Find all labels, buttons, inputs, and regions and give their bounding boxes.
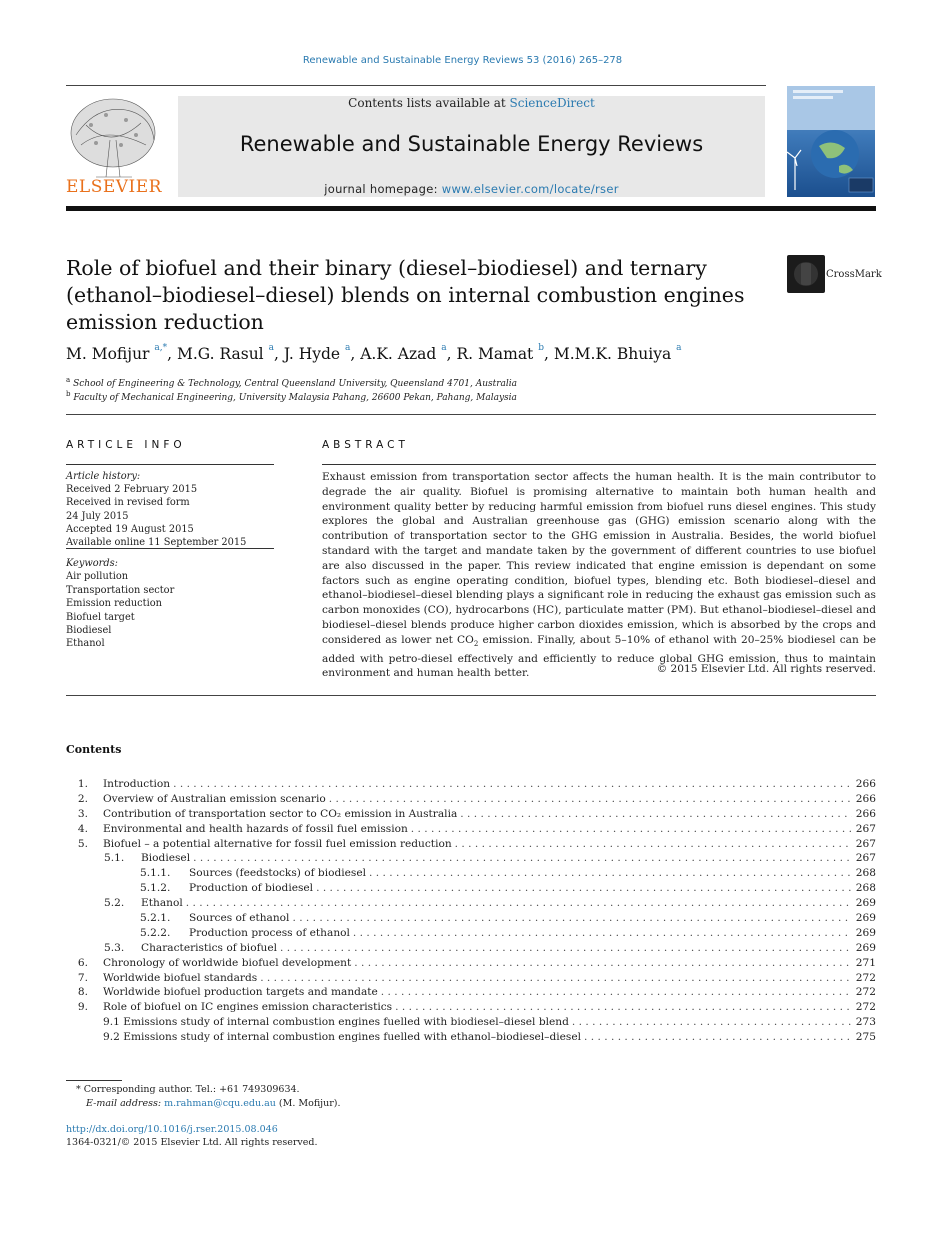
history-item: Available online 11 September 2015 <box>66 537 247 549</box>
toc-leader-dots <box>280 941 852 956</box>
author[interactable] <box>360 345 446 363</box>
sciencedirect-link[interactable]: ScienceDirect <box>509 96 595 110</box>
toc-page-number: 272 <box>855 1001 876 1014</box>
header-thick-rule <box>66 206 876 211</box>
abstract-part-1: Exhaust emission from transportation sector affects the human health. It is the main contributor to degrade the air quality. Biofuel is promising alternative to maintain both human health and environment quality better by reducing harmful emission from biofuel runs diesel engines. This study explores the global and Australian greenhouse gas (GHG) emission scenario along with the contribution of transportation sector to the GHG emission in Australia. Besides, the world biofuel standard with the target and mandate taken by the government of different countries to use biofuel are also discussed in the paper. This review indicated that engine emission is dependant on some factors such as engine operating condition, biofuel types, blending etc. Both biodiesel–diesel and ethanol–biodiesel–diesel blending plays a significant role in reducing the exhaust gas emission such as carbon monoxides (CO), hydrocarbons (HC), particulate matter (PM). But ethanol–biodiesel–diesel and biodiesel–diesel blends produce higher carbon dioxides emission, which is absorbed by the crops and considered as lower net CO <box>322 471 876 646</box>
author-separator: , <box>350 345 361 363</box>
toc-title: Sources of ethanol <box>189 912 290 925</box>
crossmark-label: CrossMark <box>826 269 882 280</box>
corresponding-author-note: * Corresponding author. Tel.: +61 749309634. <box>76 1084 300 1095</box>
author[interactable] <box>554 345 682 363</box>
toc-leader-dots <box>369 866 852 881</box>
toc-title: Contribution of transportation sector to CO₂ emission in Australia <box>103 807 458 820</box>
toc-page-number: 268 <box>855 882 876 895</box>
toc-page-number: 266 <box>855 792 876 805</box>
toc-number: 5.2. <box>104 897 125 910</box>
toc-entry[interactable] <box>66 1015 876 1030</box>
keyword: Emission reduction <box>66 598 162 610</box>
elsevier-wordmark: ELSEVIER <box>66 177 162 197</box>
toc-entry[interactable] <box>66 807 876 822</box>
author-affiliation-marker[interactable]: a,* <box>154 343 168 353</box>
header-rule <box>66 85 766 86</box>
toc-title: Sources (feedstocks) of biodiesel <box>189 867 367 880</box>
cover-globe-icon <box>787 86 875 197</box>
article-title: Role of biofuel and their binary (diesel–biodiesel) and ternary (ethanol–biodiesel–diesel) blends on internal combustion engines emission reduction <box>66 256 745 334</box>
toc-page-number: 267 <box>855 822 876 835</box>
issn-copyright: 1364-0321/© 2015 Elsevier Ltd. All rights reserved. <box>66 1137 318 1148</box>
toc-leader-dots <box>572 1015 852 1030</box>
affiliation-a <box>66 376 517 389</box>
author-affiliation-marker[interactable]: a <box>676 343 682 353</box>
article-history <box>66 470 274 549</box>
title-rule <box>66 414 876 415</box>
homepage-prefix: journal homepage: <box>324 182 442 196</box>
toc-leader-dots <box>354 956 852 971</box>
toc-page-number: 267 <box>855 837 876 850</box>
toc-number: 4. <box>77 822 88 835</box>
email-suffix: (M. Mofijur). <box>275 1098 341 1109</box>
toc-entry[interactable] <box>66 837 876 852</box>
author[interactable] <box>177 345 274 363</box>
author-separator: , <box>446 345 457 363</box>
keywords <box>66 557 274 651</box>
toc-title: Biofuel – a potential alternative for fossil fuel emission reduction <box>103 837 452 850</box>
toc-page-number: 272 <box>855 986 876 999</box>
toc-entry[interactable] <box>66 881 876 896</box>
toc-title: 9.2 Emissions study of internal combustion engines fuelled with ethanol–biodiesel–diesel <box>103 1031 582 1044</box>
abstract-heading: ABSTRACT <box>322 439 409 451</box>
author-affiliation-marker[interactable]: a <box>441 343 447 353</box>
toc-entry[interactable] <box>66 985 876 1000</box>
history-item: Received in revised form <box>66 497 190 509</box>
toc-number: 5.3. <box>104 941 125 954</box>
toc-title: Environmental and health hazards of fossil fuel emission <box>103 822 408 835</box>
journal-citation[interactable]: Renewable and Sustainable Energy Reviews 53 (2016) 265–278 <box>302 55 623 66</box>
history-item: Accepted 19 August 2015 <box>66 523 194 535</box>
author-name: J. Hyde <box>283 345 341 363</box>
toc-leader-dots <box>329 792 852 807</box>
contents-heading: Contents <box>66 743 122 756</box>
toc-page-number: 269 <box>855 926 876 939</box>
author[interactable] <box>66 345 167 363</box>
toc-leader-dots <box>260 971 852 986</box>
affiliation-b-marker: b <box>66 390 71 398</box>
toc-leader-dots <box>193 851 852 866</box>
toc-leader-dots <box>316 881 852 896</box>
crossmark-badge[interactable] <box>787 255 882 293</box>
history-rule <box>66 548 274 549</box>
toc-number: 5.2.2. <box>140 926 171 939</box>
author[interactable] <box>284 345 351 363</box>
history-label: Article history: <box>66 471 141 482</box>
toc-page-number: 275 <box>855 1031 876 1044</box>
toc-page-number: 267 <box>855 852 876 865</box>
toc-leader-dots <box>584 1030 852 1045</box>
keyword: Ethanol <box>66 638 105 650</box>
elsevier-logo[interactable] <box>66 95 161 197</box>
toc-leader-dots <box>455 837 852 852</box>
toc-title: Ethanol <box>141 897 183 910</box>
author-name: M.M.K. Bhuiya <box>553 345 672 363</box>
history-item: 24 July 2015 <box>66 510 129 522</box>
toc-entry[interactable] <box>66 911 876 926</box>
toc-number: 6. <box>77 956 88 969</box>
journal-cover-image[interactable] <box>787 86 875 197</box>
abstract-bottom-rule <box>66 695 876 696</box>
toc-page-number: 273 <box>855 1016 876 1029</box>
author-name: M. Mofijur <box>66 345 150 363</box>
author-affiliation-marker[interactable]: a <box>268 343 274 353</box>
abstract-text <box>322 470 876 681</box>
toc-title: 9.1 Emissions study of internal combustion engines fuelled with biodiesel–diesel blend <box>103 1016 569 1029</box>
toc-entry[interactable] <box>66 822 876 837</box>
keyword: Transportation sector <box>66 584 175 596</box>
author-separator: , <box>273 345 284 363</box>
toc-title: Characteristics of biofuel <box>141 941 277 954</box>
abstract-rule <box>322 464 876 465</box>
affiliation-a-text: School of Engineering & Technology, Central Queensland University, Queensland 4701, Australia <box>73 379 518 389</box>
keyword: Biodiesel <box>66 625 112 637</box>
toc-title: Production process of ethanol <box>189 926 350 939</box>
toc-title: Chronology of worldwide biofuel development <box>103 956 352 969</box>
toc-number: 9. <box>77 1001 88 1014</box>
toc-entry[interactable] <box>66 926 876 941</box>
author-affiliation-marker[interactable]: a <box>345 343 351 353</box>
toc-entry[interactable] <box>66 792 876 807</box>
toc-number: 7. <box>77 971 88 984</box>
abstract-copyright: © 2015 Elsevier Ltd. All rights reserved. <box>656 663 876 675</box>
toc-page-number: 272 <box>855 971 876 984</box>
toc-leader-dots <box>460 807 851 822</box>
affiliation-b <box>66 390 517 403</box>
toc-entry[interactable] <box>66 941 876 956</box>
author[interactable] <box>456 345 544 363</box>
table-of-contents <box>66 777 876 1045</box>
author-separator: , <box>167 345 177 363</box>
toc-page-number: 269 <box>855 897 876 910</box>
email-link[interactable]: m.rahman@cqu.edu.au <box>164 1098 276 1109</box>
contents-available-line <box>178 96 765 110</box>
toc-page-number: 266 <box>855 778 876 790</box>
toc-title: Worldwide biofuel production targets and mandate <box>103 986 378 999</box>
toc-title: Introduction <box>103 778 171 790</box>
toc-leader-dots <box>292 911 851 926</box>
journal-title[interactable]: Renewable and Sustainable Energy Reviews <box>239 132 704 156</box>
toc-leader-dots <box>173 777 852 792</box>
toc-number: 8. <box>77 986 88 999</box>
homepage-link[interactable]: www.elsevier.com/locate/rser <box>441 182 619 196</box>
doi-link[interactable]: http://dx.doi.org/10.1016/j.rser.2015.08.046 <box>66 1124 278 1135</box>
keyword: Air pollution <box>66 571 129 583</box>
toc-number: 1. <box>77 778 88 790</box>
toc-page-number: 269 <box>855 912 876 925</box>
crossmark-icon <box>787 255 825 293</box>
toc-entry[interactable] <box>66 956 876 971</box>
affiliation-b-text: Faculty of Mechanical Engineering, University Malaysia Pahang, 26600 Pekan, Pahang, Malaysia <box>73 393 517 403</box>
toc-leader-dots <box>381 985 852 1000</box>
toc-entry[interactable] <box>66 1000 876 1015</box>
toc-title: Production of biodiesel <box>189 882 314 895</box>
author-name: M.G. Rasul <box>177 345 264 363</box>
toc-leader-dots <box>186 896 852 911</box>
toc-page-number: 266 <box>855 807 876 820</box>
keywords-label: Keywords: <box>66 558 118 569</box>
toc-title: Overview of Australian emission scenario <box>103 792 326 805</box>
toc-page-number: 268 <box>855 867 876 880</box>
toc-title: Biodiesel <box>141 852 191 865</box>
email-note <box>86 1098 340 1109</box>
toc-leader-dots <box>395 1000 852 1015</box>
author-name: A.K. Azad <box>360 345 437 363</box>
author-affiliation-marker[interactable]: b <box>538 343 544 353</box>
toc-leader-dots <box>353 926 852 941</box>
toc-title: Worldwide biofuel standards <box>103 971 258 984</box>
author-list <box>66 345 682 363</box>
article-info-heading: ARTICLE INFO <box>66 439 186 451</box>
toc-entry[interactable] <box>66 866 876 881</box>
footnote-rule <box>66 1080 122 1081</box>
affiliation-a-marker: a <box>66 376 71 384</box>
toc-number: 5.1.2. <box>140 882 171 895</box>
toc-leader-dots <box>411 822 852 837</box>
contents-prefix: Contents lists available at <box>348 96 510 110</box>
co2-subscript: 2 <box>473 639 479 648</box>
toc-page-number: 271 <box>855 956 876 969</box>
history-item: Received 2 February 2015 <box>66 484 198 496</box>
journal-homepage <box>178 182 765 196</box>
toc-entry[interactable] <box>66 896 876 911</box>
toc-number: 3. <box>77 807 88 820</box>
toc-number: 5.2.1. <box>140 912 171 925</box>
toc-entry[interactable] <box>66 971 876 986</box>
toc-number: 5. <box>77 837 88 850</box>
author-name: R. Mamat <box>456 345 534 363</box>
toc-number: 5.1. <box>104 852 125 865</box>
toc-entry[interactable] <box>66 851 876 866</box>
article-info-rule <box>66 464 274 465</box>
toc-entry[interactable] <box>66 1030 876 1045</box>
journal-banner <box>178 96 765 197</box>
toc-title: Role of biofuel on IC engines emission characteristics <box>103 1001 393 1014</box>
abstract-part-2: emission. Finally, about 5–10% of ethanol with 20–25% biodiesel can be added with petro-diesel effectively and efficiently to reduce global GHG emission, thus to maintain environment and human health better. <box>322 633 876 680</box>
email-label: E-mail address: <box>86 1098 165 1109</box>
toc-entry[interactable] <box>66 777 876 792</box>
toc-page-number: 269 <box>855 941 876 954</box>
toc-number: 2. <box>77 792 88 805</box>
toc-number: 5.1.1. <box>140 867 171 880</box>
keyword: Biofuel target <box>66 611 135 623</box>
author-separator: , <box>544 345 554 363</box>
